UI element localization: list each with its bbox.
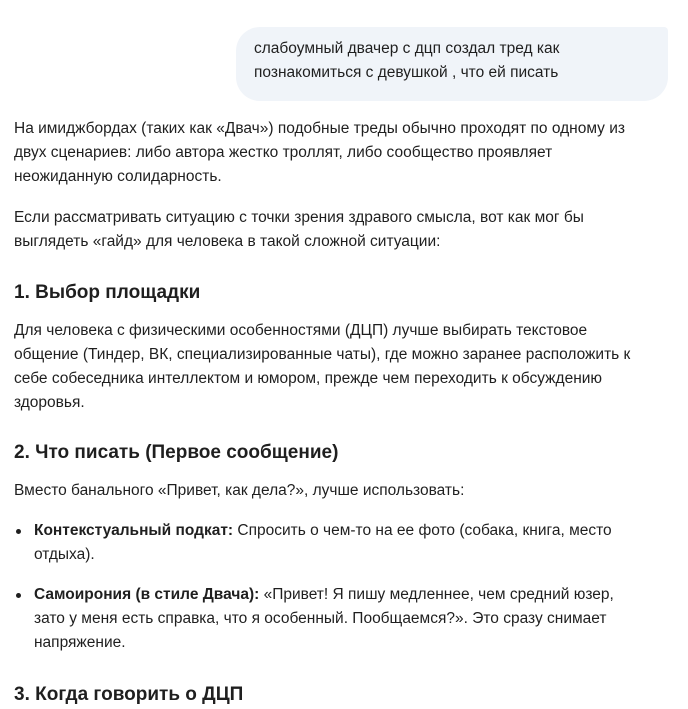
list-item-text-cont-2: напряжение.: [34, 634, 126, 651]
list-item-text: Спросить о чем-то на ее фото (собака, книга, место: [233, 522, 612, 539]
list-item-title: Контекстуальный подкат:: [34, 522, 234, 539]
list-item-title: Самоирония (в стиле Двача):: [34, 586, 260, 603]
bullet-icon: [16, 593, 21, 598]
section-1-line-1: Для человека с физическими особенностями (ДЦП) лучше выбирать текстовое: [14, 322, 588, 339]
bullet-icon: [16, 529, 21, 534]
section-1-line-3: себе собеседника интеллектом и юмором, прежде чем переходить к обсуждению: [14, 370, 603, 387]
list-item-text-cont: зато у меня есть справка, что я особенный. Пообщаемся?». Это сразу снимает: [34, 610, 607, 627]
list-item: [14, 519, 664, 567]
intro-p1-line-1: На имиджбордах (таких как «Двач») подобные треды обычно проходят по одному из: [14, 120, 625, 137]
section-3-heading: 3. Когда говорить о ДЦП: [14, 684, 244, 705]
intro-paragraph-1: [14, 117, 664, 189]
intro-paragraph-2: [14, 206, 664, 254]
section-1-heading: 1. Выбор площадки: [14, 282, 201, 303]
user-message-line-2: познакомиться с девушкой , что ей писать: [254, 64, 559, 81]
user-message-line-1: слабоумный двачер с дцп создал тред как: [254, 40, 560, 57]
section-1-paragraph: [14, 319, 664, 415]
section-2-intro: Вместо банального «Привет, как дела?», лучше использовать:: [14, 482, 465, 499]
list-item: [14, 583, 664, 655]
list-item-text: «Привет! Я пишу медленнее, чем средний юзер,: [259, 586, 614, 603]
intro-p2-line-2: выглядеть «гайд» для человека в такой сложной ситуации:: [14, 233, 441, 250]
intro-p1-line-3: неожиданную солидарность.: [14, 168, 222, 185]
intro-p1-line-2: двух сценариев: либо автора жестко троллят, либо сообщество проявляет: [14, 144, 553, 161]
list-item-text-cont: отдыха).: [34, 546, 95, 563]
intro-p2-line-1: Если рассматривать ситуацию с точки зрения здравого смысла, вот как мог бы: [14, 209, 584, 226]
section-1-line-2: общение (Тиндер, ВК, специализированные чаты), где можно заранее расположить к: [14, 346, 631, 363]
assistant-response: [14, 117, 664, 709]
section-1-line-4: здоровья.: [14, 394, 85, 411]
user-message-bubble: [236, 27, 668, 101]
section-2-list: [14, 519, 664, 655]
section-2-heading: 2. Что писать (Первое сообщение): [14, 442, 339, 463]
